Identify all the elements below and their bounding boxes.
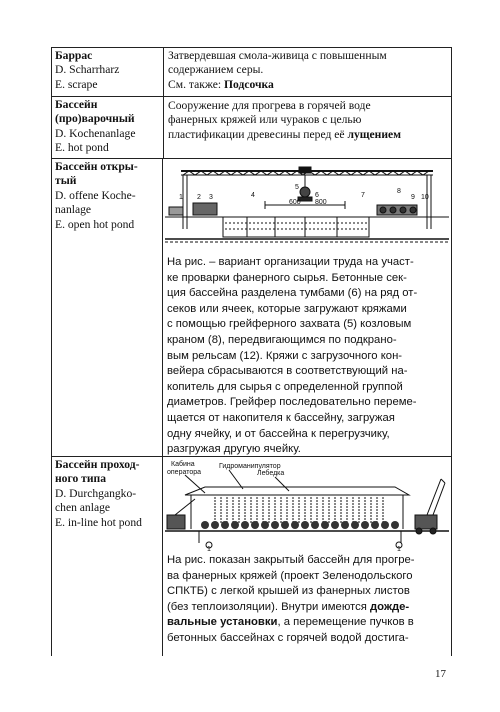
page-number: 17 [435, 668, 446, 680]
term-de-line: nanlage [55, 203, 92, 217]
term-de: D. Scharrharz [55, 63, 120, 77]
figure-label: 1 [179, 194, 183, 201]
text-line: ке проварки фанерного сырья. Бетонные сек- [167, 271, 407, 284]
figure-label: 10 [421, 194, 429, 201]
text-line: вым рельсам (12). Кряжи с загрузочного кон- [167, 349, 403, 362]
text-bold: вальные установки [167, 616, 278, 629]
table-row-open-pond [51, 159, 452, 457]
definition-line: фанерных кряжей или чураков с целью [168, 113, 362, 127]
definition-cell [163, 457, 451, 656]
figure-label: Кабина [171, 461, 195, 468]
term-en: E. hot pond [55, 141, 109, 155]
term-en: E. scrape [55, 77, 98, 91]
definition-line: Затвердевшая смола-живица с повышенным [168, 49, 387, 62]
figure-label: 7 [361, 192, 365, 199]
term-title-line: ного типа [55, 472, 106, 486]
figure-label: 600 [289, 199, 301, 206]
description-text [165, 553, 449, 647]
definition-line [168, 128, 447, 142]
text-run: (без теплоизоляции). Внутри имеются [167, 600, 371, 613]
open-pond-figure [165, 159, 449, 255]
figure-label: 2 [197, 194, 201, 201]
term-en: E. open hot pond [55, 217, 135, 231]
text-line: ция бассейна разделена тумбами (6) на ряд от- [167, 287, 418, 300]
table-row-cooking-pond [51, 97, 452, 159]
text-line: СПКТБ) с легкой крышей из фанерных листов [167, 585, 410, 598]
text-line: с помощью грейферного захвата (5) козловым [167, 318, 412, 331]
figure-label: оператора [167, 469, 202, 476]
term-title-line: Бассейн откры- [55, 160, 138, 173]
text-line: На рис. показан закрытый бассейн для прогре- [167, 554, 415, 566]
term-title-line: (про)варочный [55, 112, 135, 126]
figure-label: Лебедка [257, 470, 285, 477]
figure-label: 800 [315, 199, 327, 206]
term-title: Баррас [55, 49, 93, 62]
term-de-line: D. offene Koche- [55, 188, 136, 202]
text-line: краном (8), передвигающимся по подкрано- [167, 333, 397, 346]
text-line: вейера сбрасываются в соответствующий на- [167, 365, 408, 378]
text-bold: дожде- [370, 600, 410, 613]
figure-label: 8 [397, 188, 401, 195]
term-title-line: тый [55, 174, 77, 188]
text-line [167, 615, 447, 631]
figure-label: Гидроманипулятор [219, 463, 281, 470]
inline-pond-figure [165, 457, 449, 553]
term-cell [52, 48, 164, 96]
see-also-link: Подсочка [223, 77, 274, 91]
definition-cell [163, 159, 451, 456]
text-line [167, 600, 447, 616]
figure-label: 3 [209, 194, 213, 201]
see-also [168, 78, 447, 92]
term-de: D. Kochenanlage [55, 126, 136, 140]
text-line: разгружая другую ячейку. [167, 443, 301, 456]
definition-line: Сооружение для прогрева в горячей воде [168, 99, 371, 112]
text-run: , а перемещение пучков в [277, 616, 414, 629]
text-line: секов или ячеек, которые загружают кряжами [167, 302, 407, 315]
term-de-line: D. Durchgangko- [55, 486, 137, 500]
definition-text: пластификации древесины перед её [168, 127, 348, 141]
term-cell [52, 457, 163, 656]
text-line: копитель для сырья с определенной группой [167, 380, 403, 393]
text-line: ва фанерных кряжей (проект Зеленодольского [167, 569, 413, 582]
figure-label: 4 [251, 192, 255, 199]
description-text [165, 255, 449, 458]
table-row-barras [51, 47, 452, 97]
figure-label: 5 [295, 184, 299, 191]
figure-label: 1 [397, 546, 401, 553]
definition-line: содержанием серы. [168, 63, 264, 77]
term-cell [52, 159, 163, 456]
term-cell [52, 97, 164, 158]
text-line: бетонных бассейнах с горячей водой достига- [167, 631, 409, 644]
term-en: E. in-line hot pond [55, 515, 142, 529]
term-title-line: Бассейн проход- [55, 458, 140, 471]
definition-cell [164, 48, 451, 96]
glossary-table [51, 47, 452, 656]
figure-label: 9 [411, 194, 415, 201]
definition-bold: лущением [347, 127, 402, 141]
see-also-prefix: См. также: [168, 77, 224, 91]
text-line: щается от накопителя к бассейну, загружая [167, 411, 395, 424]
term-de-line: chen anlage [55, 501, 111, 515]
text-line: одну ячейку, и от бассейна к перегрузчику, [167, 427, 390, 440]
figure-label: 1 [207, 546, 211, 553]
term-title-line: Бассейн [55, 98, 98, 111]
definition-cell [164, 97, 451, 158]
table-row-inline-pond [51, 457, 452, 656]
figure-label: 6 [315, 192, 319, 199]
text-line: диаметров. Грейфер последовательно переме- [167, 396, 417, 409]
text-line: На рис. – вариант организации труда на участ- [167, 256, 414, 268]
